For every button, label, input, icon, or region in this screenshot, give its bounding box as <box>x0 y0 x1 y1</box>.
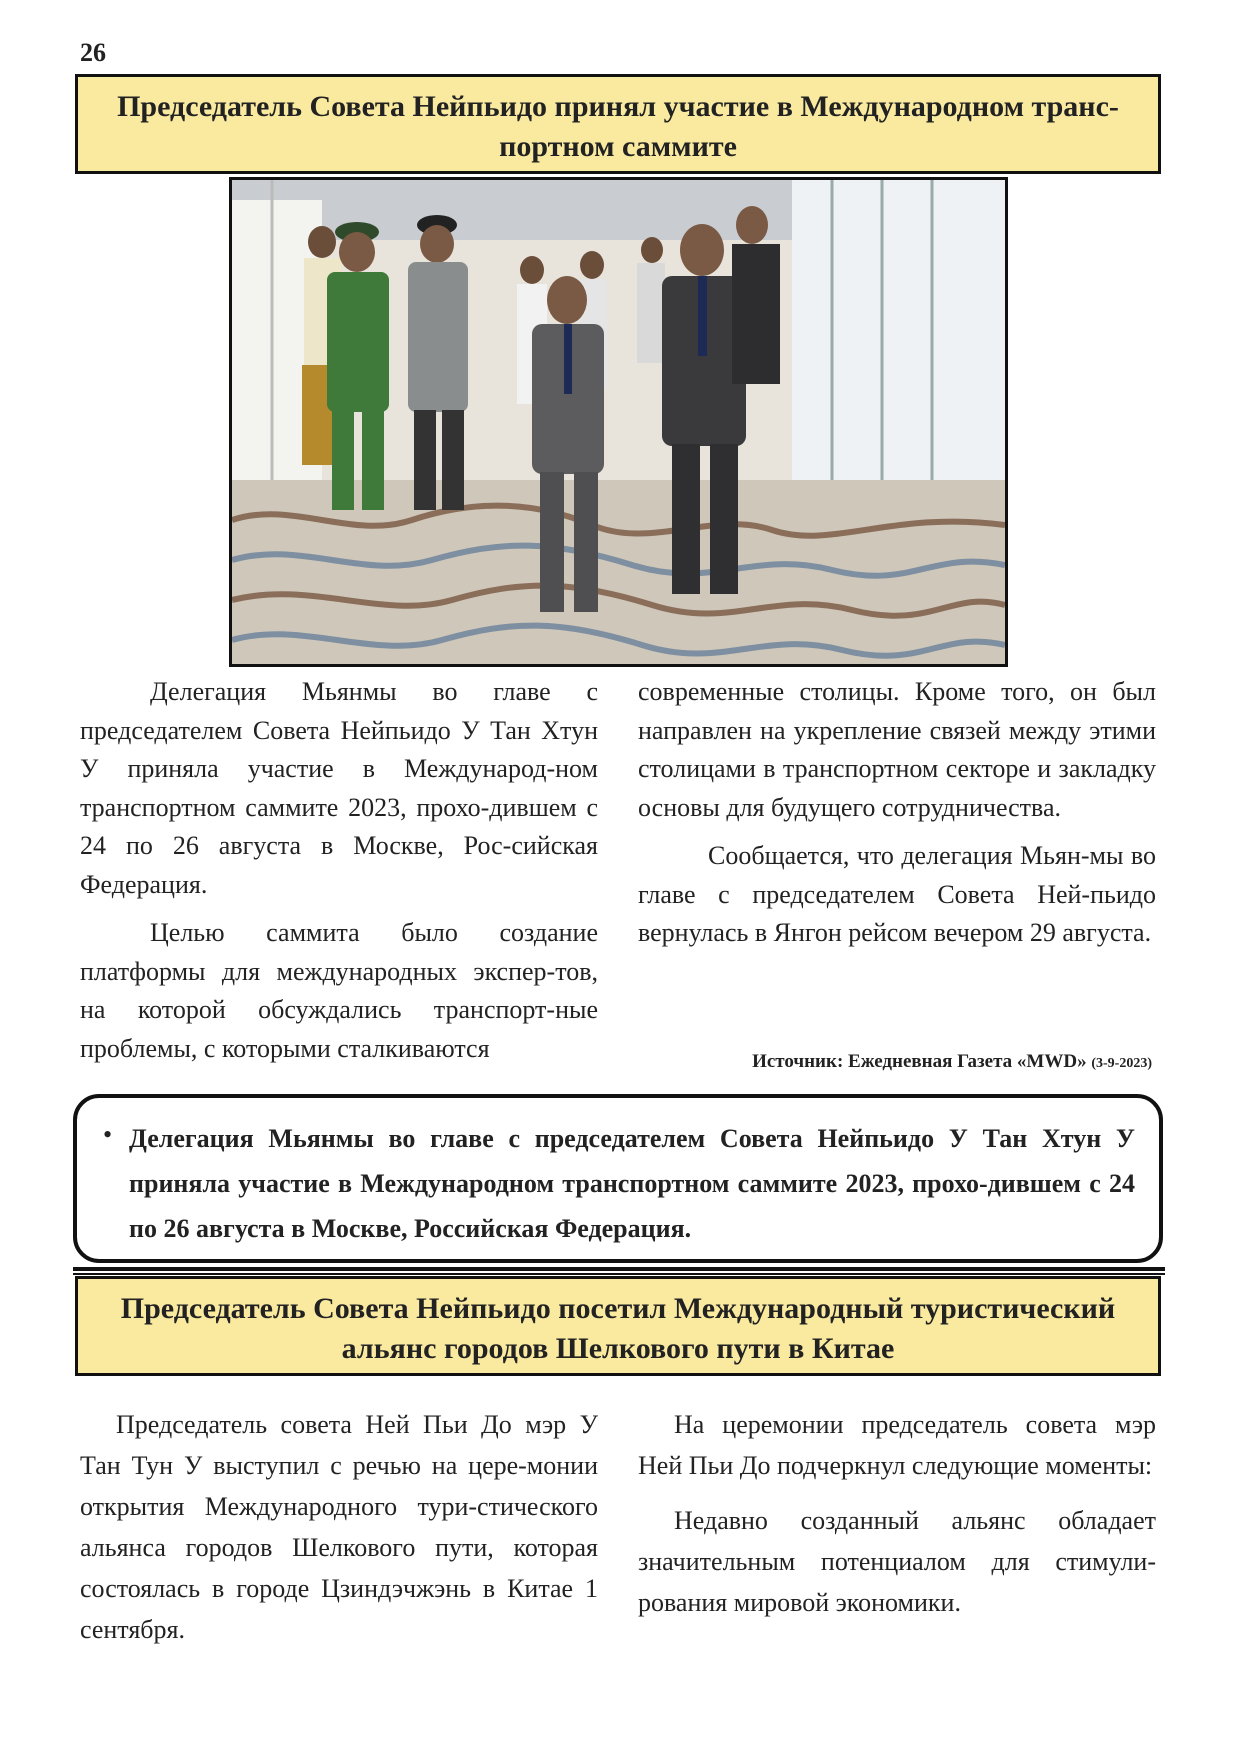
article-title: Председатель Совета Нейпьидо посетил Международный туристический альянс городов Шелкового пути в Китае <box>75 1276 1161 1376</box>
article1-column-left <box>80 673 598 1078</box>
news-photo <box>229 177 1008 667</box>
article1-paragraph: современные столицы. Кроме того, он был направлен на укрепление связей между этими столицами в транспортном секторе и закладку основы для будущего сотрудничества. <box>638 677 1156 822</box>
page-number: 26 <box>80 38 106 67</box>
summary-box <box>73 1094 1163 1263</box>
article2-column-right <box>638 1404 1156 1637</box>
bullet-icon: • <box>103 1120 113 1149</box>
source-name: Источник: Ежедневная Газета «MWD» <box>752 1051 1087 1072</box>
divider <box>73 1267 1165 1271</box>
source-date: (3-9-2023) <box>1091 1056 1152 1071</box>
article2-paragraph: Недавно созданный альянс обладает значительным потенциалом для стимули-рования мировой экономики. <box>638 1506 1156 1617</box>
article1-paragraph: Делегация Мьянмы во главе с председателем Совета Нейпьидо У Тан Хтун У приняла участие в Международ-ном транспортном саммите 2023, прохо-дившем с 24 по 26 августа в Москве, Рос-сийская Федерация. <box>80 677 598 899</box>
summary-text: Делегация Мьянмы во главе с председателем Совета Нейпьидо У Тан Хтун У приняла участие в Международном транспортном саммите 2023, прохо-дившем с 24 по 26 августа в Москве, Российская Федерация. <box>129 1124 1135 1243</box>
delegation-photo-illustration <box>232 180 1005 664</box>
source-credit <box>600 1051 1152 1073</box>
article1-column-right <box>638 673 1156 963</box>
article2-paragraph: Председатель совета Ней Пьи До мэр У Тан Тун У выступил с речью на цере-монии открытия Международного тури-стического альянса городов Шелкового пути, которая состоялась в городе Цзиндэчжэнь в Китае 1 сентября. <box>80 1410 598 1644</box>
article1-paragraph: Сообщается, что делегация Мьян-мы во главе с председателем Совета Ней-пьидо вернулась в Янгон рейсом вечером 29 августа. <box>638 841 1156 947</box>
article2-paragraph: На церемонии председатель совета мэр Ней Пьи До подчеркнул следующие моменты: <box>638 1410 1156 1480</box>
article-title: Председатель Совета Нейпьидо принял участие в Международном транс-портном саммите <box>75 74 1161 174</box>
article1-paragraph: Целью саммита было создание платформы для международных экспер-тов, на которой обсуждались транспорт-ные проблемы, с которыми сталкиваются <box>80 918 598 1063</box>
article2-column-left <box>80 1404 598 1664</box>
divider <box>73 1273 1165 1275</box>
